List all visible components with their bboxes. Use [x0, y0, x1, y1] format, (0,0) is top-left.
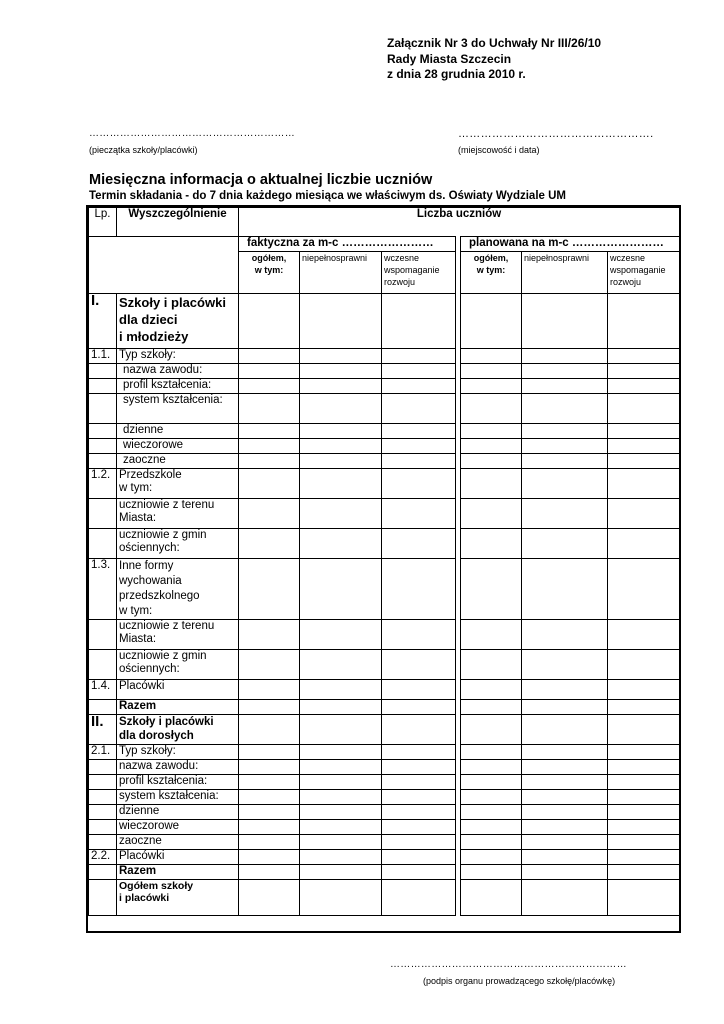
row-label: dzienne [117, 805, 239, 820]
table-row [89, 424, 680, 439]
attachment-header [387, 36, 601, 83]
table-row [89, 620, 680, 650]
header-lp: Lp. [89, 208, 117, 237]
table-row [89, 469, 680, 499]
row-label: Placówki [117, 850, 239, 865]
table-row [89, 294, 680, 349]
signature-caption: (podpis organu prowadzącego szkołę/placówkę) [423, 976, 616, 986]
header-empty-lp [89, 237, 117, 294]
table-row [89, 775, 680, 790]
table-row [89, 760, 680, 775]
row-label: system kształcenia: [117, 790, 239, 805]
page-subtitle: Termin składania - do 7 dnia każdego miesiąca we właściwym ds. Oświaty Wydziale UM [89, 190, 566, 202]
signature-dots: …………………………………………………………… [390, 959, 627, 970]
table-row [89, 865, 680, 880]
row-label: Ogółem szkoły i placówki [117, 880, 239, 916]
table-row [89, 364, 680, 379]
place-date-dots: ……………………………………………. [458, 128, 654, 140]
col-niepelnosprawni-1: niepełnosprawni [300, 252, 382, 294]
table-row [89, 880, 680, 916]
stamp-caption: (pieczątka szkoły/placówki) [89, 145, 198, 155]
row-number: 2.1. [89, 745, 117, 760]
col-wczesne-2: wczesne wspomaganie rozwoju [608, 252, 680, 294]
table-row [89, 850, 680, 865]
table-row [89, 454, 680, 469]
header-empty-w [117, 237, 239, 294]
table-row [89, 499, 680, 529]
row-label: Typ szkoły: [117, 349, 239, 364]
header-planowana: planowana na m-c …………………… [461, 237, 680, 252]
row-label: uczniowie z gmin ościennych: [117, 650, 239, 680]
students-table [88, 207, 680, 916]
place-date-caption: (miejscowość i data) [458, 145, 540, 155]
stamp-dots: …………………………………………………… [89, 128, 295, 139]
row-number: I. [89, 294, 117, 349]
table-row [89, 680, 680, 700]
table-row [89, 439, 680, 454]
row-label: nazwa zawodu: [117, 760, 239, 775]
row-number: 1.4. [89, 680, 117, 700]
table-row [89, 790, 680, 805]
table-row [89, 559, 680, 620]
row-label: Szkoły i placówki dla dzieci i młodzieży [117, 294, 239, 349]
table-row [89, 745, 680, 760]
row-label: Razem [117, 700, 239, 715]
row-label: wieczorowe [117, 820, 239, 835]
row-label: Placówki [117, 680, 239, 700]
row-label: zaoczne [117, 454, 239, 469]
table-row [89, 379, 680, 394]
page-title: Miesięczna informacja o aktualnej liczbie uczniów [89, 172, 433, 188]
table-row [89, 700, 680, 715]
col-niepelnosprawni-2: niepełnosprawni [522, 252, 608, 294]
row-label: uczniowie z terenu Miasta: [117, 499, 239, 529]
attachment-line1: Załącznik Nr 3 do Uchwały Nr III/26/10 [387, 36, 602, 50]
row-label: dzienne [117, 424, 239, 439]
attachment-line2: Rady Miasta Szczecin [387, 51, 512, 66]
row-number: 1.1. [89, 349, 117, 364]
header-wyszczegolnienie: Wyszczególnienie [117, 208, 239, 237]
row-number: 1.3. [89, 559, 117, 620]
table-row [89, 835, 680, 850]
table-row [89, 650, 680, 680]
header-faktyczna: faktyczna za m-c …………………… [239, 237, 456, 252]
row-label: zaoczne [117, 835, 239, 850]
table-row [89, 349, 680, 364]
row-label: uczniowie z terenu Miasta: [117, 620, 239, 650]
row-label: system kształcenia: [117, 394, 239, 424]
row-label: Razem [117, 865, 239, 880]
row-number: 2.2. [89, 850, 117, 865]
row-label: Przedszkole w tym: [117, 469, 239, 499]
row-label: Typ szkoły: [117, 745, 239, 760]
col-wczesne-1: wczesne wspomaganie rozwoju [382, 252, 456, 294]
row-label: profil kształcenia: [117, 775, 239, 790]
table-row [89, 529, 680, 559]
table-row [89, 805, 680, 820]
row-label: Szkoły i placówki dla dorosłych [117, 715, 239, 745]
row-number: II. [89, 715, 117, 745]
row-label: uczniowie z gmin ościennych: [117, 529, 239, 559]
row-label: wieczorowe [117, 439, 239, 454]
col-ogolem-1: ogółem, w tym: [239, 252, 300, 294]
row-label: nazwa zawodu: [117, 364, 239, 379]
row-label: Inne formy wychowania przedszkolnego w tym: [117, 559, 239, 620]
table-row [89, 820, 680, 835]
row-label: profil kształcenia: [117, 379, 239, 394]
attachment-line3: z dnia 28 grudnia 2010 r. [387, 67, 526, 81]
row-number: 1.2. [89, 469, 117, 499]
col-ogolem-2: ogółem, w tym: [461, 252, 522, 294]
header-liczba-uczniow: Liczba uczniów [239, 208, 680, 237]
table-row [89, 394, 680, 424]
table-row [89, 715, 680, 745]
